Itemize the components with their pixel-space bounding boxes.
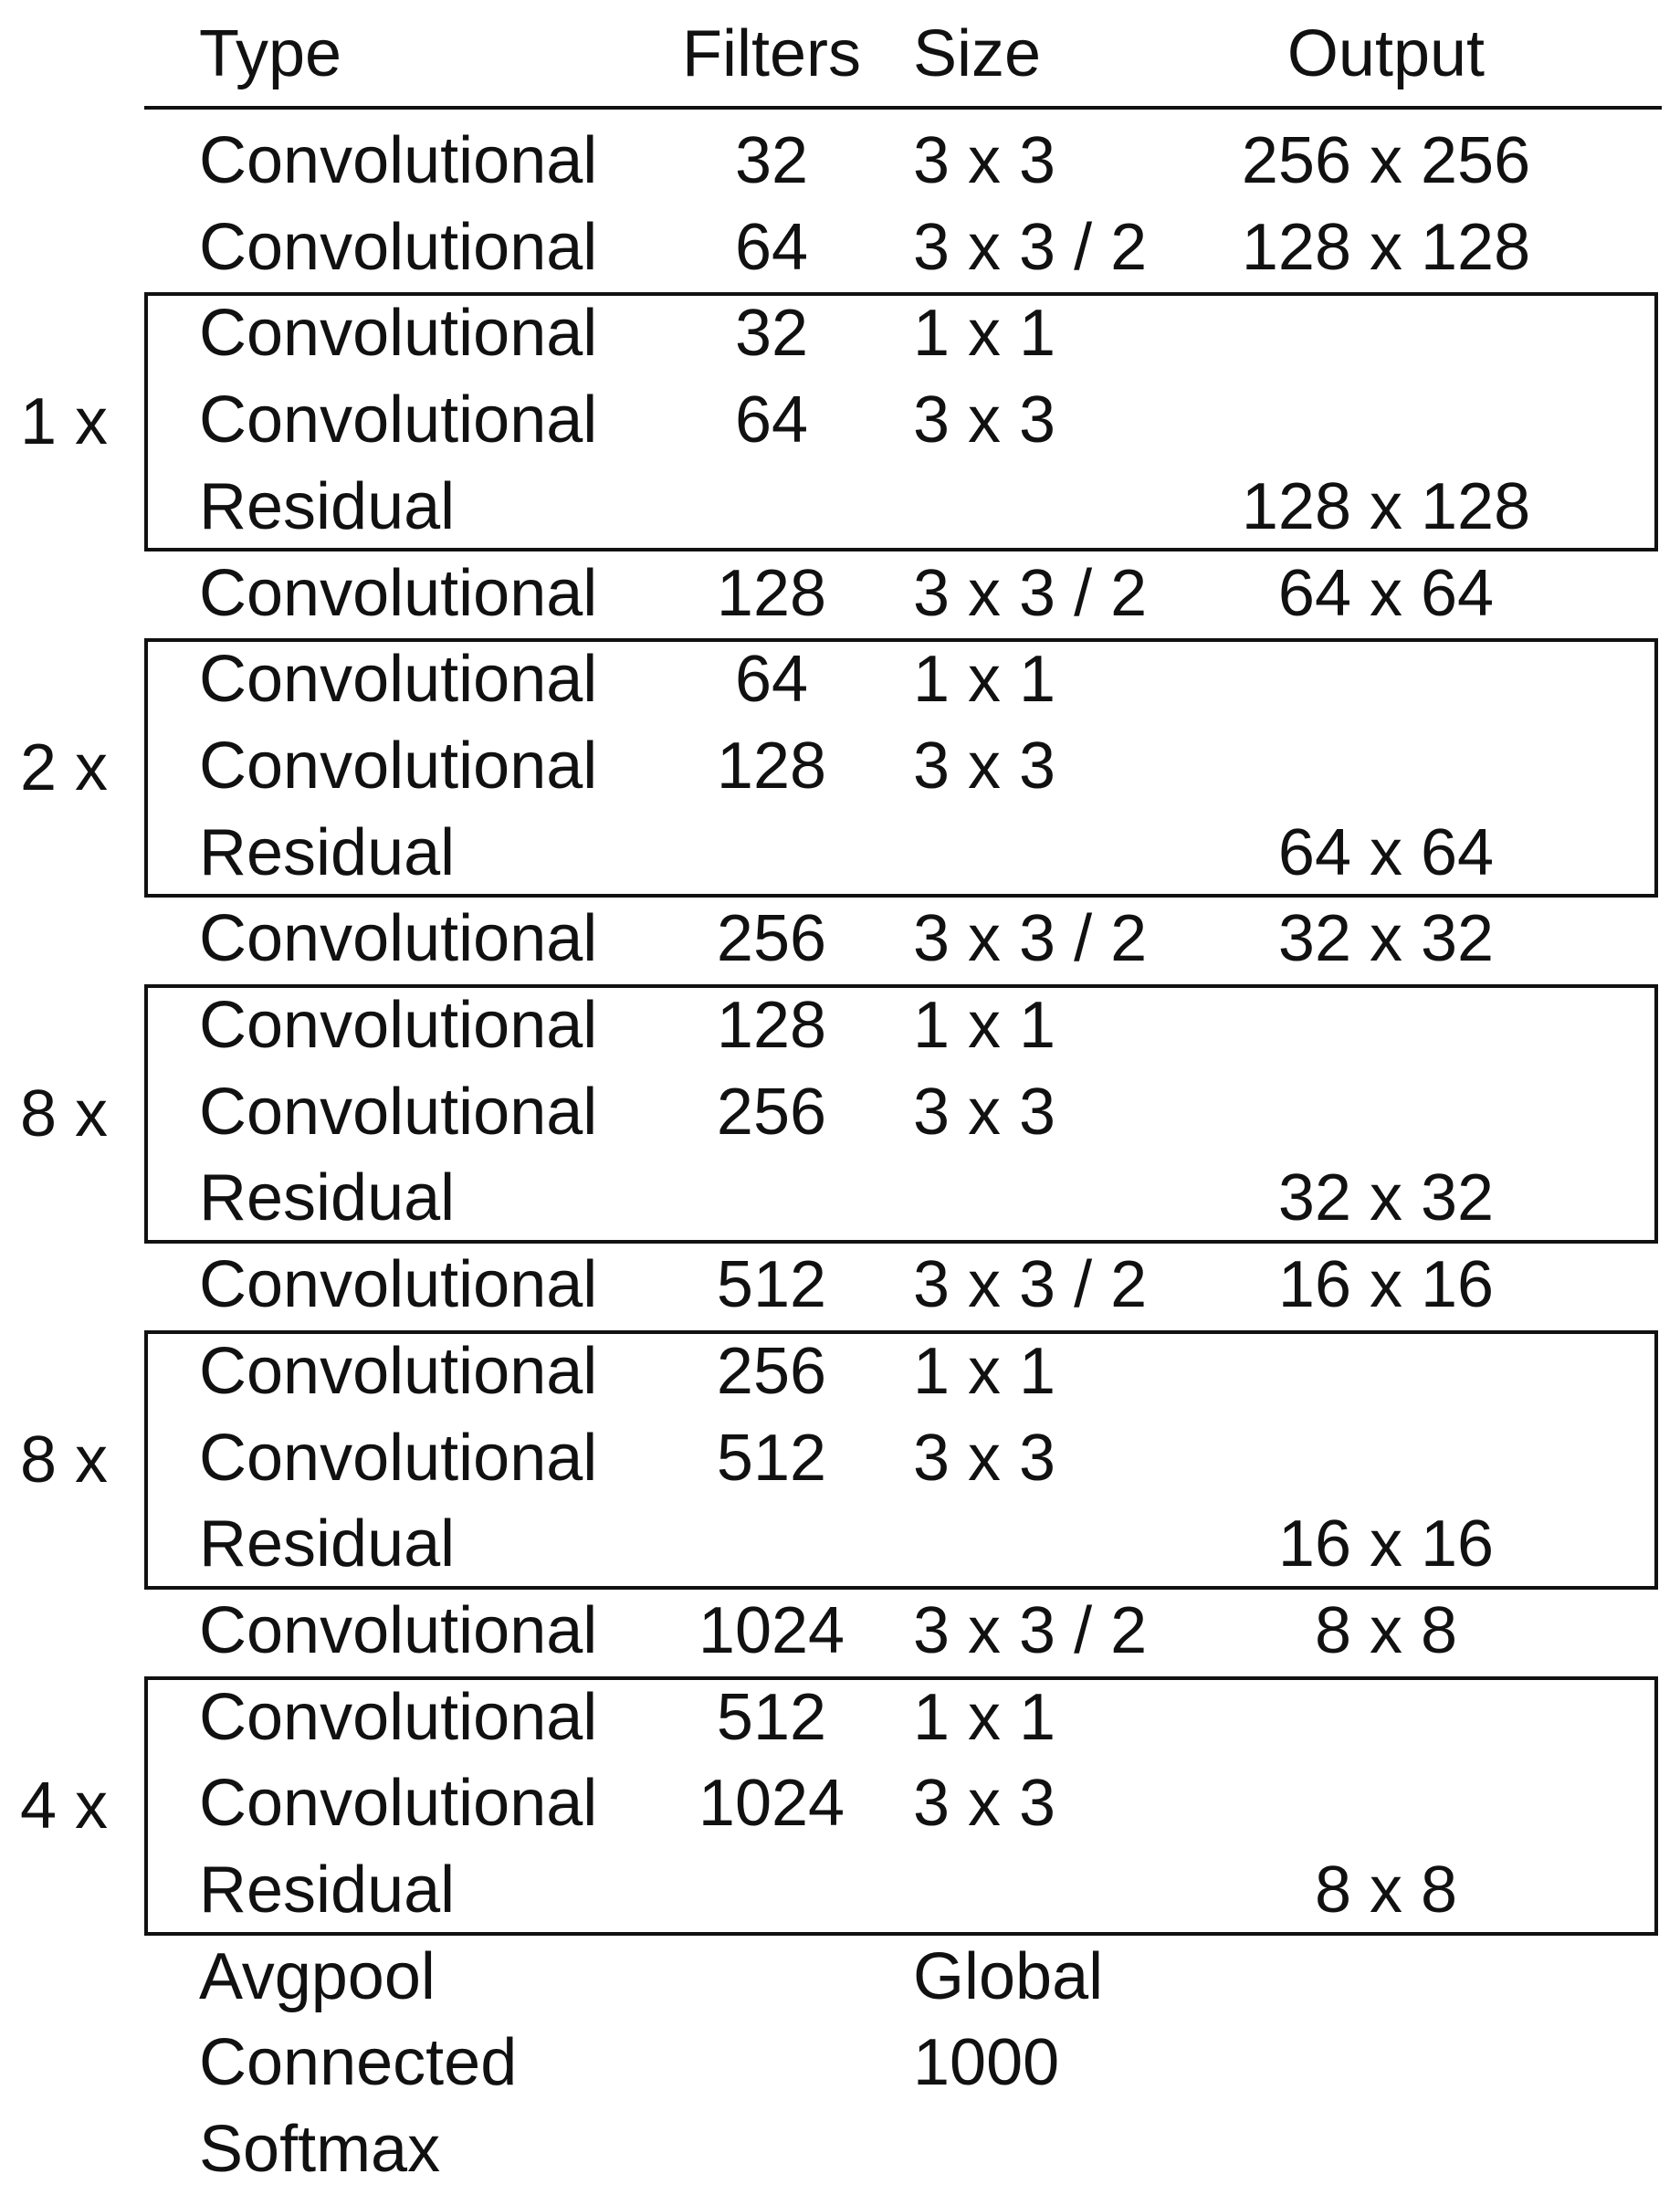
table-row bbox=[0, 2106, 1680, 2193]
cell-size: 3 x 3 / 2 bbox=[913, 902, 1148, 976]
cell-type: Residual bbox=[199, 1854, 456, 1927]
cell-size: Global bbox=[913, 1939, 1104, 2013]
cell-type: Convolutional bbox=[199, 902, 598, 976]
cell-filters bbox=[671, 2106, 872, 2193]
table-header bbox=[0, 11, 1680, 98]
table-row bbox=[0, 2020, 1680, 2106]
cell-type: Softmax bbox=[199, 2113, 441, 2187]
cell-filters bbox=[671, 1934, 872, 2021]
cell-output bbox=[1203, 2020, 1569, 2106]
cell-size: 3 x 3 / 2 bbox=[913, 1248, 1148, 1322]
cell-type: Convolutional bbox=[199, 729, 598, 803]
cell-size: 3 x 3 / 2 bbox=[913, 210, 1148, 284]
cell-type: Residual bbox=[199, 1161, 456, 1235]
cell-size: 1 x 1 bbox=[913, 643, 1056, 717]
cell-type: Convolutional bbox=[199, 1248, 598, 1322]
header-size: Size bbox=[913, 17, 1042, 90]
residual-block-box bbox=[144, 292, 1658, 551]
cell-filters: 256 bbox=[716, 1334, 827, 1408]
cell-filters: 512 bbox=[716, 1680, 827, 1754]
cell-type: Convolutional bbox=[199, 1334, 598, 1408]
header-type: Type bbox=[199, 17, 342, 90]
header-filters: Filters bbox=[682, 17, 861, 90]
residual-block-box bbox=[144, 638, 1658, 898]
cell-size: 1 x 1 bbox=[913, 1334, 1056, 1408]
cell-type: Residual bbox=[199, 815, 456, 889]
cell-type: Connected bbox=[199, 2026, 518, 2100]
table-row bbox=[0, 205, 1680, 291]
table-row bbox=[0, 1934, 1680, 2021]
cell-type: Convolutional bbox=[199, 297, 598, 371]
cell-output: 128 x 128 bbox=[1241, 469, 1531, 543]
cell-filters: 512 bbox=[716, 1248, 827, 1322]
cell-filters: 128 bbox=[716, 729, 827, 803]
cell-output: 16 x 16 bbox=[1277, 1248, 1495, 1322]
cell-filters: 64 bbox=[734, 643, 809, 717]
cell-output: 8 x 8 bbox=[1314, 1854, 1458, 1927]
cell-filters: 64 bbox=[734, 210, 809, 284]
cell-type: Convolutional bbox=[199, 1767, 598, 1841]
cell-size: 1 x 1 bbox=[913, 1680, 1056, 1754]
header-rule bbox=[144, 106, 1662, 110]
cell-size: 3 x 3 bbox=[913, 1075, 1056, 1149]
cell-type: Convolutional bbox=[199, 383, 598, 457]
cell-size: 1000 bbox=[913, 2026, 1060, 2100]
cell-type: Convolutional bbox=[199, 1593, 598, 1667]
cell-type: Convolutional bbox=[199, 210, 598, 284]
cell-type: Residual bbox=[199, 1507, 456, 1581]
cell-size: 3 x 3 bbox=[913, 1767, 1056, 1841]
cell-filters: 64 bbox=[734, 383, 809, 457]
cell-size: 1 x 1 bbox=[913, 297, 1056, 371]
cell-filters bbox=[671, 2020, 872, 2106]
table-row bbox=[0, 118, 1680, 205]
cell-filters: 1024 bbox=[698, 1767, 845, 1841]
cell-output: 16 x 16 bbox=[1277, 1507, 1495, 1581]
cell-output: 256 x 256 bbox=[1241, 124, 1531, 197]
cell-filters: 32 bbox=[734, 124, 809, 197]
cell-filters: 128 bbox=[716, 989, 827, 1062]
cell-type: Convolutional bbox=[199, 556, 598, 630]
cell-type: Residual bbox=[199, 469, 456, 543]
table-row bbox=[0, 551, 1680, 637]
cell-size: 1 x 1 bbox=[913, 989, 1056, 1062]
cell-type: Convolutional bbox=[199, 989, 598, 1062]
repeat-multiplier: 8 x bbox=[19, 1077, 109, 1151]
cell-type: Convolutional bbox=[199, 1680, 598, 1754]
cell-size: 3 x 3 bbox=[913, 1421, 1056, 1495]
table-row bbox=[0, 896, 1680, 982]
cell-output bbox=[1203, 1934, 1569, 2021]
header-output: Output bbox=[1286, 17, 1486, 90]
residual-block-box bbox=[144, 1330, 1658, 1590]
cell-filters: 1024 bbox=[698, 1593, 845, 1667]
cell-output bbox=[1203, 2106, 1569, 2193]
residual-block-box bbox=[144, 1676, 1658, 1936]
table-row bbox=[0, 1242, 1680, 1329]
cell-output: 128 x 128 bbox=[1241, 210, 1531, 284]
cell-filters: 512 bbox=[716, 1421, 827, 1495]
repeat-multiplier: 2 x bbox=[19, 731, 109, 805]
cell-output: 64 x 64 bbox=[1277, 556, 1495, 630]
cell-filters: 256 bbox=[716, 1075, 827, 1149]
table-row bbox=[0, 1588, 1680, 1675]
cell-output: 32 x 32 bbox=[1277, 1161, 1495, 1235]
cell-type: Convolutional bbox=[199, 643, 598, 717]
cell-size: 3 x 3 / 2 bbox=[913, 1593, 1148, 1667]
repeat-multiplier: 8 x bbox=[19, 1423, 109, 1497]
cell-type: Convolutional bbox=[199, 1075, 598, 1149]
cell-size: 3 x 3 bbox=[913, 383, 1056, 457]
cell-type: Avgpool bbox=[199, 1939, 436, 2013]
cell-type: Convolutional bbox=[199, 124, 598, 197]
repeat-multiplier: 4 x bbox=[19, 1769, 109, 1843]
cell-type: Convolutional bbox=[199, 1421, 598, 1495]
cell-size: 3 x 3 / 2 bbox=[913, 556, 1148, 630]
cell-size: 3 x 3 bbox=[913, 729, 1056, 803]
cell-output: 64 x 64 bbox=[1277, 815, 1495, 889]
residual-block-box bbox=[144, 984, 1658, 1244]
cell-output: 32 x 32 bbox=[1277, 902, 1495, 976]
cell-filters: 256 bbox=[716, 902, 827, 976]
cell-output: 8 x 8 bbox=[1314, 1593, 1458, 1667]
repeat-multiplier: 1 x bbox=[19, 385, 109, 459]
cell-filters: 32 bbox=[734, 297, 809, 371]
cell-filters: 128 bbox=[716, 556, 827, 630]
cell-size: 3 x 3 bbox=[913, 124, 1056, 197]
